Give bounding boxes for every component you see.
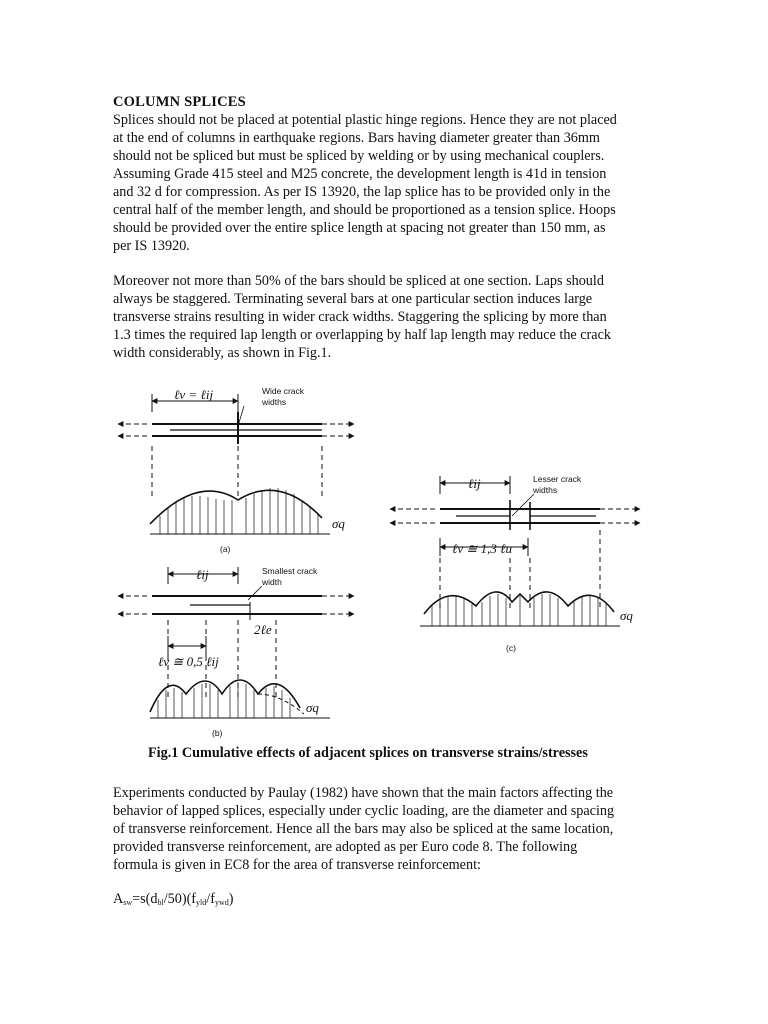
text-line: per IS 13920. [113, 238, 190, 254]
text-line: central half of the member length, and should be proportioned as a tension splice. Hoops [113, 202, 616, 218]
formula-part: ) [228, 891, 234, 907]
text-line: width considerably, as shown in Fig.1. [113, 345, 332, 361]
text-line: formula is given in EC8 for the area of transverse reinforcement: [113, 857, 481, 873]
dim-top-c: ℓij [468, 476, 481, 491]
note-b-line1: Smallest crack [262, 566, 318, 576]
dim-bottom-b: ℓv ≅ 0,5 ℓij [158, 654, 219, 669]
note-a-line2: widths [262, 397, 287, 407]
panel-label-a: (a) [220, 544, 231, 554]
text-line: provided transverse reinforcement, are adopted as per Euro code 8. The following [113, 839, 578, 855]
formula-part: =s(d [132, 891, 158, 907]
dim-e-b: 2ℓe [254, 622, 272, 637]
figure-panel-c [390, 476, 640, 626]
formula-part: /f [206, 891, 215, 907]
text-line: should be provided over the entire splice length at spacing not greater than 150 mm, as [113, 220, 606, 236]
text-line: Experiments conducted by Paulay (1982) have shown that the main factors affecting the [113, 785, 614, 801]
text-line: Splices should not be placed at potential plastic hinge regions. Hence they are not placed [113, 112, 617, 128]
panel-label-c: (c) [506, 643, 516, 653]
text-line: at the end of columns in earthquake regions. Bars having diameter greater than 36mm [113, 130, 600, 146]
figure-panel-a [118, 394, 354, 534]
figure-caption: Fig.1 Cumulative effects of adjacent splices on transverse strains/stresses [148, 745, 588, 761]
sigma-label-b: σq [306, 700, 319, 715]
text-line: and 32 d for compression. As per IS 13920, the lap splice has to be provided only in the [113, 184, 611, 200]
paragraph-3 [113, 784, 658, 874]
text-line: should not be spliced but must be spliced by welding or by using mechanical couplers. [113, 148, 605, 164]
formula-part: /50)(f [163, 891, 197, 907]
dim-label-a: ℓv = ℓij [174, 387, 214, 402]
note-c-line2: widths [533, 485, 558, 495]
sigma-label-a: σq [332, 516, 345, 531]
text-line: behavior of lapped splices, especially under cyclic loading, are the diameter and spacing [113, 803, 615, 819]
text-line: transverse strains resulting in wider crack widths. Staggering the splicing by more than [113, 309, 607, 325]
text-line: always be staggered. Terminating several bars at one particular section induces large [113, 291, 593, 307]
formula-sub-yld: yld [196, 898, 207, 907]
figure-panel-b [118, 567, 354, 718]
text-line: Assuming Grade 415 steel and M25 concrete, the development length is 41d in tension [113, 166, 607, 182]
formula-sub-sw: sw [123, 898, 133, 907]
formula-a: A [113, 891, 124, 907]
formula-sub-ywd: ywd [214, 898, 229, 907]
text-line: 1.3 times the required lap length or overlapping by half lap length may reduce the crack [113, 327, 611, 343]
sigma-label-c: σq [620, 608, 633, 623]
section-heading: COLUMN SPLICES [113, 94, 246, 110]
panel-label-b: (b) [212, 728, 223, 738]
formula-sub-bl: bl [157, 898, 164, 907]
note-b-line2: width [262, 577, 282, 587]
text-line: Moreover not more than 50% of the bars should be spliced at one section. Laps should [113, 273, 604, 289]
transverse-reinforcement-formula [113, 891, 233, 908]
note-a-line1: Wide crack [262, 386, 305, 396]
text-line: of transverse reinforcement. Hence all the bars may also be spliced at the same location, [113, 821, 614, 837]
note-c-line1: Lesser crack [533, 474, 582, 484]
dim-bottom-c: ℓv ≅ 1,3 ℓu [452, 541, 512, 556]
dim-top-b: ℓij [196, 567, 209, 582]
